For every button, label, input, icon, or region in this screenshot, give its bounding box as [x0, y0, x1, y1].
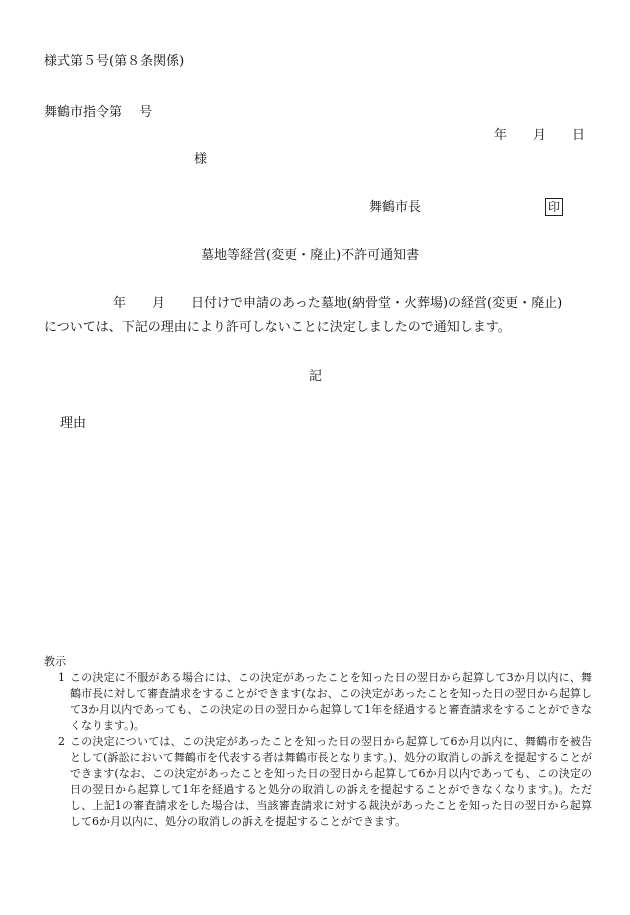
body-line-2: については、下記の理由により許可しないことに決定しましたので通知します。 — [44, 320, 511, 335]
form-label: 様式第５号(第８条関係) — [44, 54, 185, 69]
note-text: この決定に不服がある場合には、この決定があったことを知った日の翌日から起算して3か月以内に、舞鶴市長に対して審査請求をすることができます(なお、この決定があったことを知った日の翌日から起算して3か月以内であっても、この決定の日の翌日から起算して1年を経過すると審査請求をすることができなくなります。)。 — [70, 671, 592, 732]
note-number: 1 — [58, 671, 65, 684]
note-number: 2 — [58, 735, 65, 748]
note-item — [44, 734, 592, 830]
ki-heading: 記 — [309, 369, 323, 384]
reason-label: 理由 — [60, 416, 87, 431]
document-title: 墓地等経営(変更・廃止)不許可通知書 — [201, 248, 420, 263]
issuer-name: 舞鶴市長 — [369, 200, 422, 215]
document-number: 舞鶴市指令第 号 — [44, 105, 153, 120]
notes-heading: 教示 — [44, 655, 66, 668]
note-text: この決定については、この決定があったことを知った日の翌日から起算して6か月以内に、舞鶴市を被告として(訴訟において舞鶴市を代表する者は舞鶴市長となります。)、処分の取消しの訴えを提起することができます(なお、この決定があったことを知った日の翌日から起算して6か月以内であっても、この決定の日の翌日から起算して1年を経過すると処分の取消しの訴えを提起することができなくなります。)。ただし、上記1の審査請求をした場合は、当該審査請求に対する裁決があったことを知った日の翌日から起算して6か月以内に、処分の取消しの訴えを提起することができます。 — [70, 735, 592, 828]
addressee-suffix: 様 — [194, 152, 208, 167]
body-line-1: 年 月 日付けで申請のあった墓地(納骨堂・火葬場)の経営(変更・廃止) — [113, 296, 563, 311]
instruction-notes — [44, 654, 592, 830]
seal-stamp-box: 印 — [545, 198, 563, 216]
note-item — [44, 670, 592, 734]
issue-date: 年 月 日 — [494, 128, 586, 143]
